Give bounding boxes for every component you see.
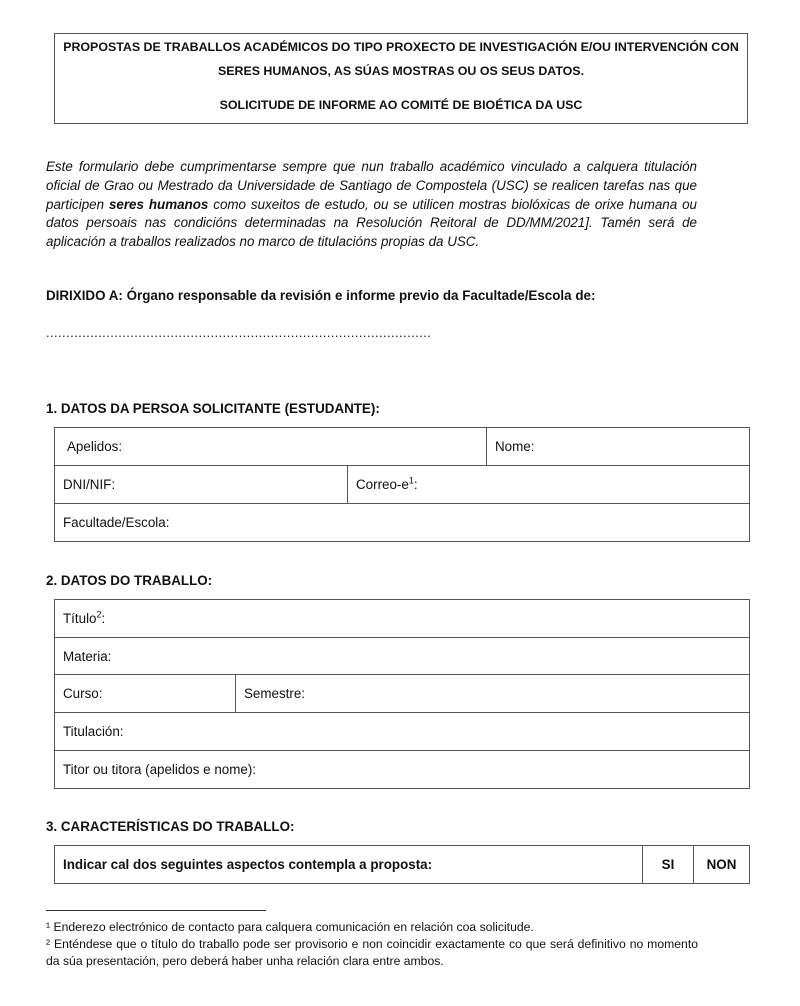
footnote-ref-2: 2 — [96, 609, 102, 620]
nome-label: Nome: — [495, 439, 535, 454]
intro-bold: seres humanos — [108, 196, 209, 212]
curso-field[interactable] — [55, 675, 236, 713]
dni-label: DNI/NIF: — [63, 477, 116, 492]
characteristics-header-cell — [55, 846, 643, 884]
non-column-header: NON — [694, 846, 750, 884]
semestre-label: Semestre: — [244, 686, 306, 701]
correo-label: Correo-e — [356, 477, 409, 492]
characteristics-table — [54, 845, 750, 884]
footnote-ref-1: 1 — [408, 475, 414, 486]
dirixido-label: DIRIXIDO A: Órgano responsable da revisión e informe previo da Facultade/Escola de: — [46, 288, 596, 303]
document-header — [54, 33, 748, 124]
header-title-line-1: PROPOSTAS DE TRABALLOS ACADÉMICOS DO TIPO PROXECTO DE INVESTIGACIÓN E/OU INTERVENCIÓN CON — [63, 40, 739, 54]
nome-field[interactable] — [487, 428, 750, 466]
semestre-field[interactable] — [236, 675, 750, 713]
correo-colon: : — [413, 477, 418, 492]
footnote-divider — [46, 910, 266, 911]
apelidos-field[interactable] — [55, 428, 487, 466]
titulo-field[interactable] — [55, 600, 750, 638]
work-table — [54, 599, 750, 789]
materia-label: Materia: — [63, 648, 112, 664]
titulo-label: Título — [63, 611, 97, 626]
titulo-colon: : — [101, 611, 106, 626]
materia-field[interactable] — [55, 638, 750, 675]
intro-paragraph — [46, 158, 697, 252]
intro-text-2: como suxeitos de estudo, ou se utilicen mostras biolóxicas de orixe humana ou datos persoais nas condicións determinadas na Resolución Reitoral de DD/MM/2021]. Tamén será de aplicación a traballos realizados no marco de titulacións propias da USC. — [46, 196, 697, 250]
footnote-2: ² Enténdese que o título do traballo pode ser provisorio e non coincidir exactamente co que será definitivo no momento da súa presentación, pero deberá haber unha relación clara entre ambos. — [46, 937, 698, 968]
curso-label: Curso: — [63, 686, 103, 701]
si-column-header: SI — [643, 846, 694, 884]
correo-field[interactable] — [348, 466, 750, 504]
apelidos-label: Apelidos: — [67, 439, 123, 454]
dni-field[interactable] — [55, 466, 348, 504]
titor-field[interactable] — [55, 751, 750, 789]
header-title-line-2: SERES HUMANOS, AS SÚAS MOSTRAS OU OS SEUS DATOS. — [217, 64, 585, 78]
indicar-label: Indicar cal dos seguintes aspectos contempla a proposta: — [63, 857, 433, 872]
titulacion-label: Titulación: — [63, 724, 124, 739]
facultade-field[interactable] — [55, 504, 750, 542]
applicant-table — [54, 427, 750, 542]
facultade-label: Facultade/Escola: — [63, 515, 170, 530]
titor-label: Titor ou titora (apelidos e nome): — [63, 762, 257, 777]
intro-text-1: Este formulario debe cumprimentarse sempre que nun traballo académico vinculado a calquera titulación oficial de Grao ou Mestrado da Universidade de Santiago de Compostela (USC) se realicen tarefas nas que participen — [46, 159, 697, 212]
footnote-1: ¹ Enderezo electrónico de contacto para calquera comunicación en relación coa solicitude. — [46, 920, 534, 934]
section-3-title: 3. CARACTERÍSTICAS DO TRABALLO: — [46, 819, 295, 834]
section-2-title: 2. DATOS DO TRABALLO: — [46, 573, 213, 588]
section-1-title: 1. DATOS DA PERSOA SOLICITANTE (ESTUDANTE): — [46, 401, 380, 416]
titulacion-field[interactable] — [55, 713, 750, 751]
dirixido-blank-field[interactable]: ................................................................................................ — [46, 325, 432, 340]
header-subtitle: SOLICITUDE DE INFORME AO COMITÉ DE BIOÉTICA DA USC — [219, 98, 583, 112]
